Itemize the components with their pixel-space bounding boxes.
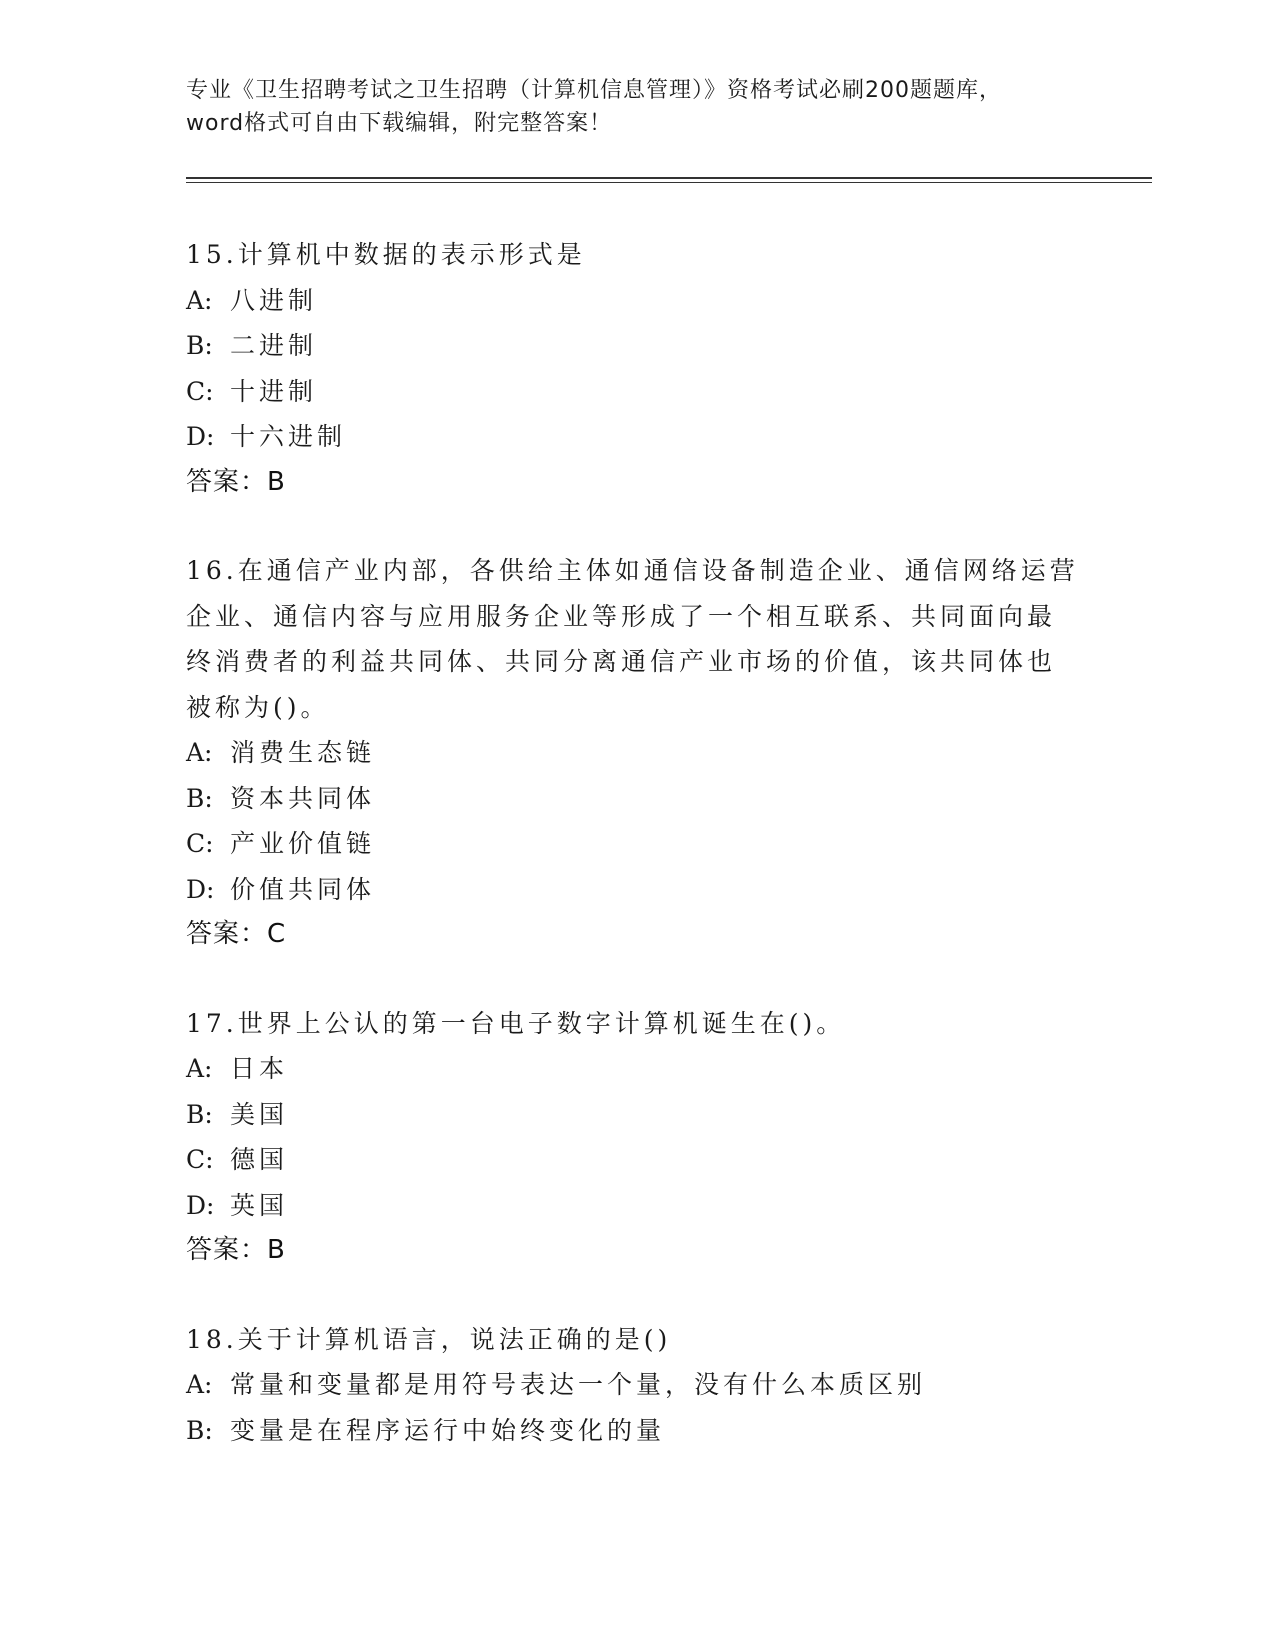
option-letter: D:	[186, 1190, 215, 1220]
option-letter: A:	[186, 738, 213, 767]
option-text: 英国	[230, 1190, 289, 1220]
answer-line: 答案：B	[186, 466, 286, 497]
option-text: 消费生态链	[230, 738, 376, 767]
header-title-line-2: word格式可自由下载编辑，附完整答案！	[186, 111, 613, 136]
question-stem-line-2: 企业、通信内容与应用服务企业等形成了一个相互联系、共同面向最	[186, 601, 1057, 631]
question-stem-line-1: 16.在通信产业内部，各供给主体如通信设备制造企业、通信网络运营	[186, 556, 1079, 585]
option-b	[186, 776, 1086, 822]
option-letter: C:	[186, 1145, 214, 1174]
option-b	[186, 1408, 1086, 1454]
question-stem: 18.关于计算机语言，说法正确的是()	[186, 1324, 672, 1354]
header-divider-thick	[186, 177, 1152, 179]
question-15	[186, 232, 1086, 505]
option-text: 十进制	[230, 376, 318, 406]
option-c	[186, 821, 1086, 867]
option-d	[186, 414, 1086, 460]
question-16	[186, 548, 1086, 958]
question-17	[186, 1001, 1086, 1274]
option-text: 二进制	[230, 331, 318, 360]
option-text: 常量和变量都是用符号表达一个量，没有什么本质区别	[230, 1370, 927, 1399]
option-a	[186, 278, 1086, 324]
option-d	[186, 867, 1086, 913]
option-text: 资本共同体	[230, 783, 376, 813]
question-stem-line-4: 被称为()。	[186, 692, 330, 722]
question-list	[186, 232, 1086, 1496]
option-b	[186, 1092, 1086, 1138]
option-c	[186, 369, 1086, 415]
option-letter: A:	[186, 1054, 213, 1083]
option-a	[186, 1046, 1086, 1092]
option-text: 德国	[230, 1145, 289, 1174]
option-letter: B:	[186, 783, 213, 813]
option-letter: B:	[186, 1099, 213, 1129]
option-letter: B:	[186, 331, 213, 360]
option-letter: D:	[186, 874, 215, 904]
option-text: 美国	[230, 1099, 289, 1129]
question-stem-line-3: 终消费者的利益共同体、共同分离通信产业市场的价值，该共同体也	[186, 647, 1057, 676]
option-text: 变量是在程序运行中始终变化的量	[230, 1415, 666, 1445]
option-text: 日本	[230, 1054, 289, 1083]
document-header	[186, 74, 1086, 140]
question-stem: 17.世界上公认的第一台电子数字计算机诞生在()。	[186, 1008, 846, 1038]
option-letter: A:	[186, 285, 213, 315]
option-letter: C:	[186, 829, 214, 858]
option-letter: B:	[186, 1415, 213, 1445]
option-b	[186, 323, 1086, 369]
question-stem: 15.计算机中数据的表示形式是	[186, 240, 586, 269]
option-text: 十六进制	[230, 422, 347, 451]
option-d	[186, 1183, 1086, 1229]
header-divider-thin	[186, 182, 1152, 183]
option-letter: C:	[186, 376, 214, 406]
option-text: 价值共同体	[230, 874, 376, 904]
option-letter: D:	[186, 422, 215, 451]
option-a	[186, 1362, 1086, 1408]
answer-line: 答案：C	[186, 919, 287, 949]
option-c	[186, 1137, 1086, 1183]
answer-line: 答案：B	[186, 1235, 286, 1265]
option-text: 产业价值链	[230, 829, 376, 858]
option-text: 八进制	[230, 285, 318, 315]
header-title-line-1: 专业《卫生招聘考试之卫生招聘（计算机信息管理）》资格考试必刷200题题库，	[186, 78, 1002, 103]
option-a	[186, 730, 1086, 776]
option-letter: A:	[186, 1370, 213, 1399]
question-18	[186, 1317, 1086, 1454]
